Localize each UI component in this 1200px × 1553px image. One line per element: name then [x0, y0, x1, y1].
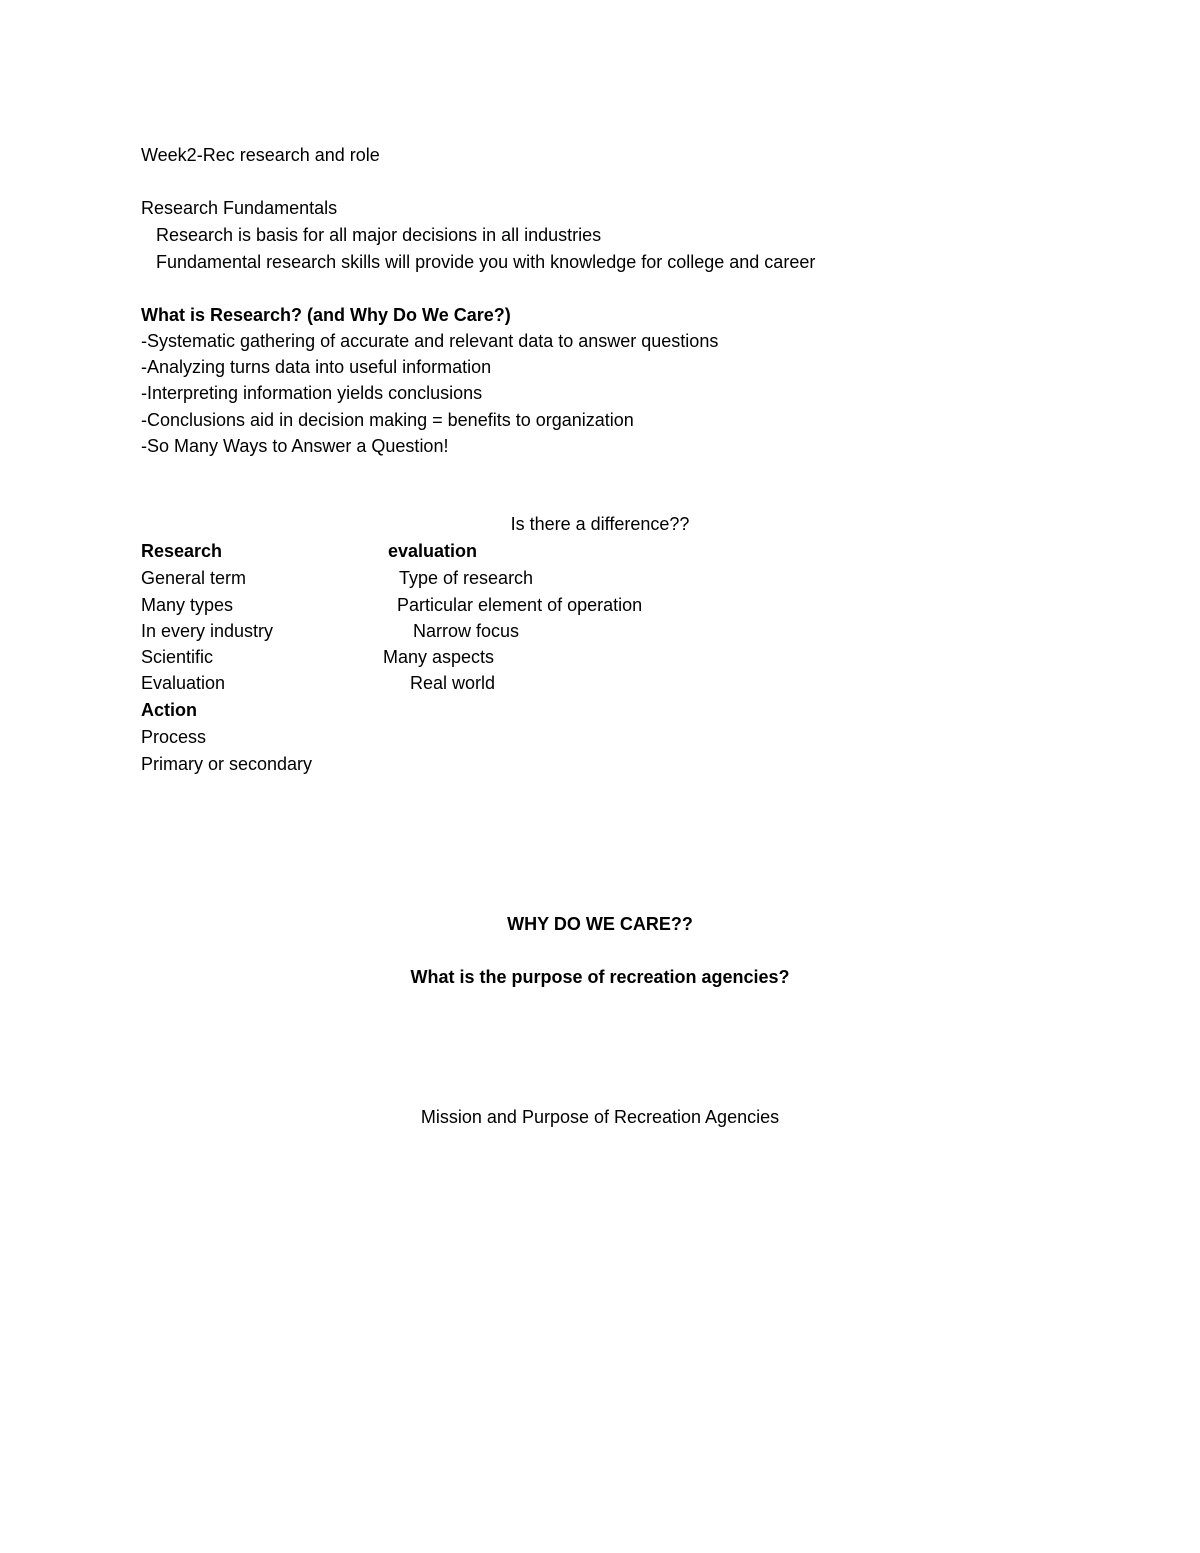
research-item: In every industry: [141, 621, 274, 641]
fundamentals-item: Research is basis for all major decisions in all industries: [156, 225, 602, 245]
fundamentals-item: Fundamental research skills will provide you with knowledge for college and career: [156, 252, 816, 272]
research-item: Scientific: [141, 647, 214, 667]
what-is-item: -So Many Ways to Answer a Question!: [141, 436, 449, 456]
mission-heading: Mission and Purpose of Recreation Agencies: [420, 1107, 780, 1127]
research-item: Process: [141, 727, 207, 747]
what-is-item: -Analyzing turns data into useful information: [141, 357, 492, 377]
fundamentals-heading: Research Fundamentals: [141, 198, 338, 218]
why-care-heading: WHY DO WE CARE??: [507, 914, 693, 934]
evaluation-column-header: evaluation: [388, 541, 478, 561]
what-is-item: -Systematic gathering of accurate and relevant data to answer questions: [141, 331, 719, 351]
research-column-header: Research: [141, 541, 223, 561]
evaluation-item: Particular element of operation: [397, 595, 643, 615]
difference-heading: Is there a difference??: [510, 514, 690, 534]
what-is-research-heading: What is Research? (and Why Do We Care?): [141, 305, 511, 325]
document-title: Week2-Rec research and role: [141, 145, 380, 165]
evaluation-item: Narrow focus: [413, 621, 520, 641]
what-is-item: -Conclusions aid in decision making = benefits to organization: [141, 410, 634, 430]
evaluation-item: Real world: [410, 673, 496, 693]
research-item: Primary or secondary: [141, 754, 313, 774]
research-item: Evaluation: [141, 673, 226, 693]
what-is-item: -Interpreting information yields conclusions: [141, 383, 483, 403]
purpose-question: What is the purpose of recreation agencies?: [410, 967, 790, 987]
evaluation-item: Many aspects: [383, 647, 495, 667]
research-item: General term: [141, 568, 247, 588]
research-item: Action: [141, 700, 197, 720]
research-item: Many types: [141, 595, 234, 615]
evaluation-item: Type of research: [399, 568, 534, 588]
